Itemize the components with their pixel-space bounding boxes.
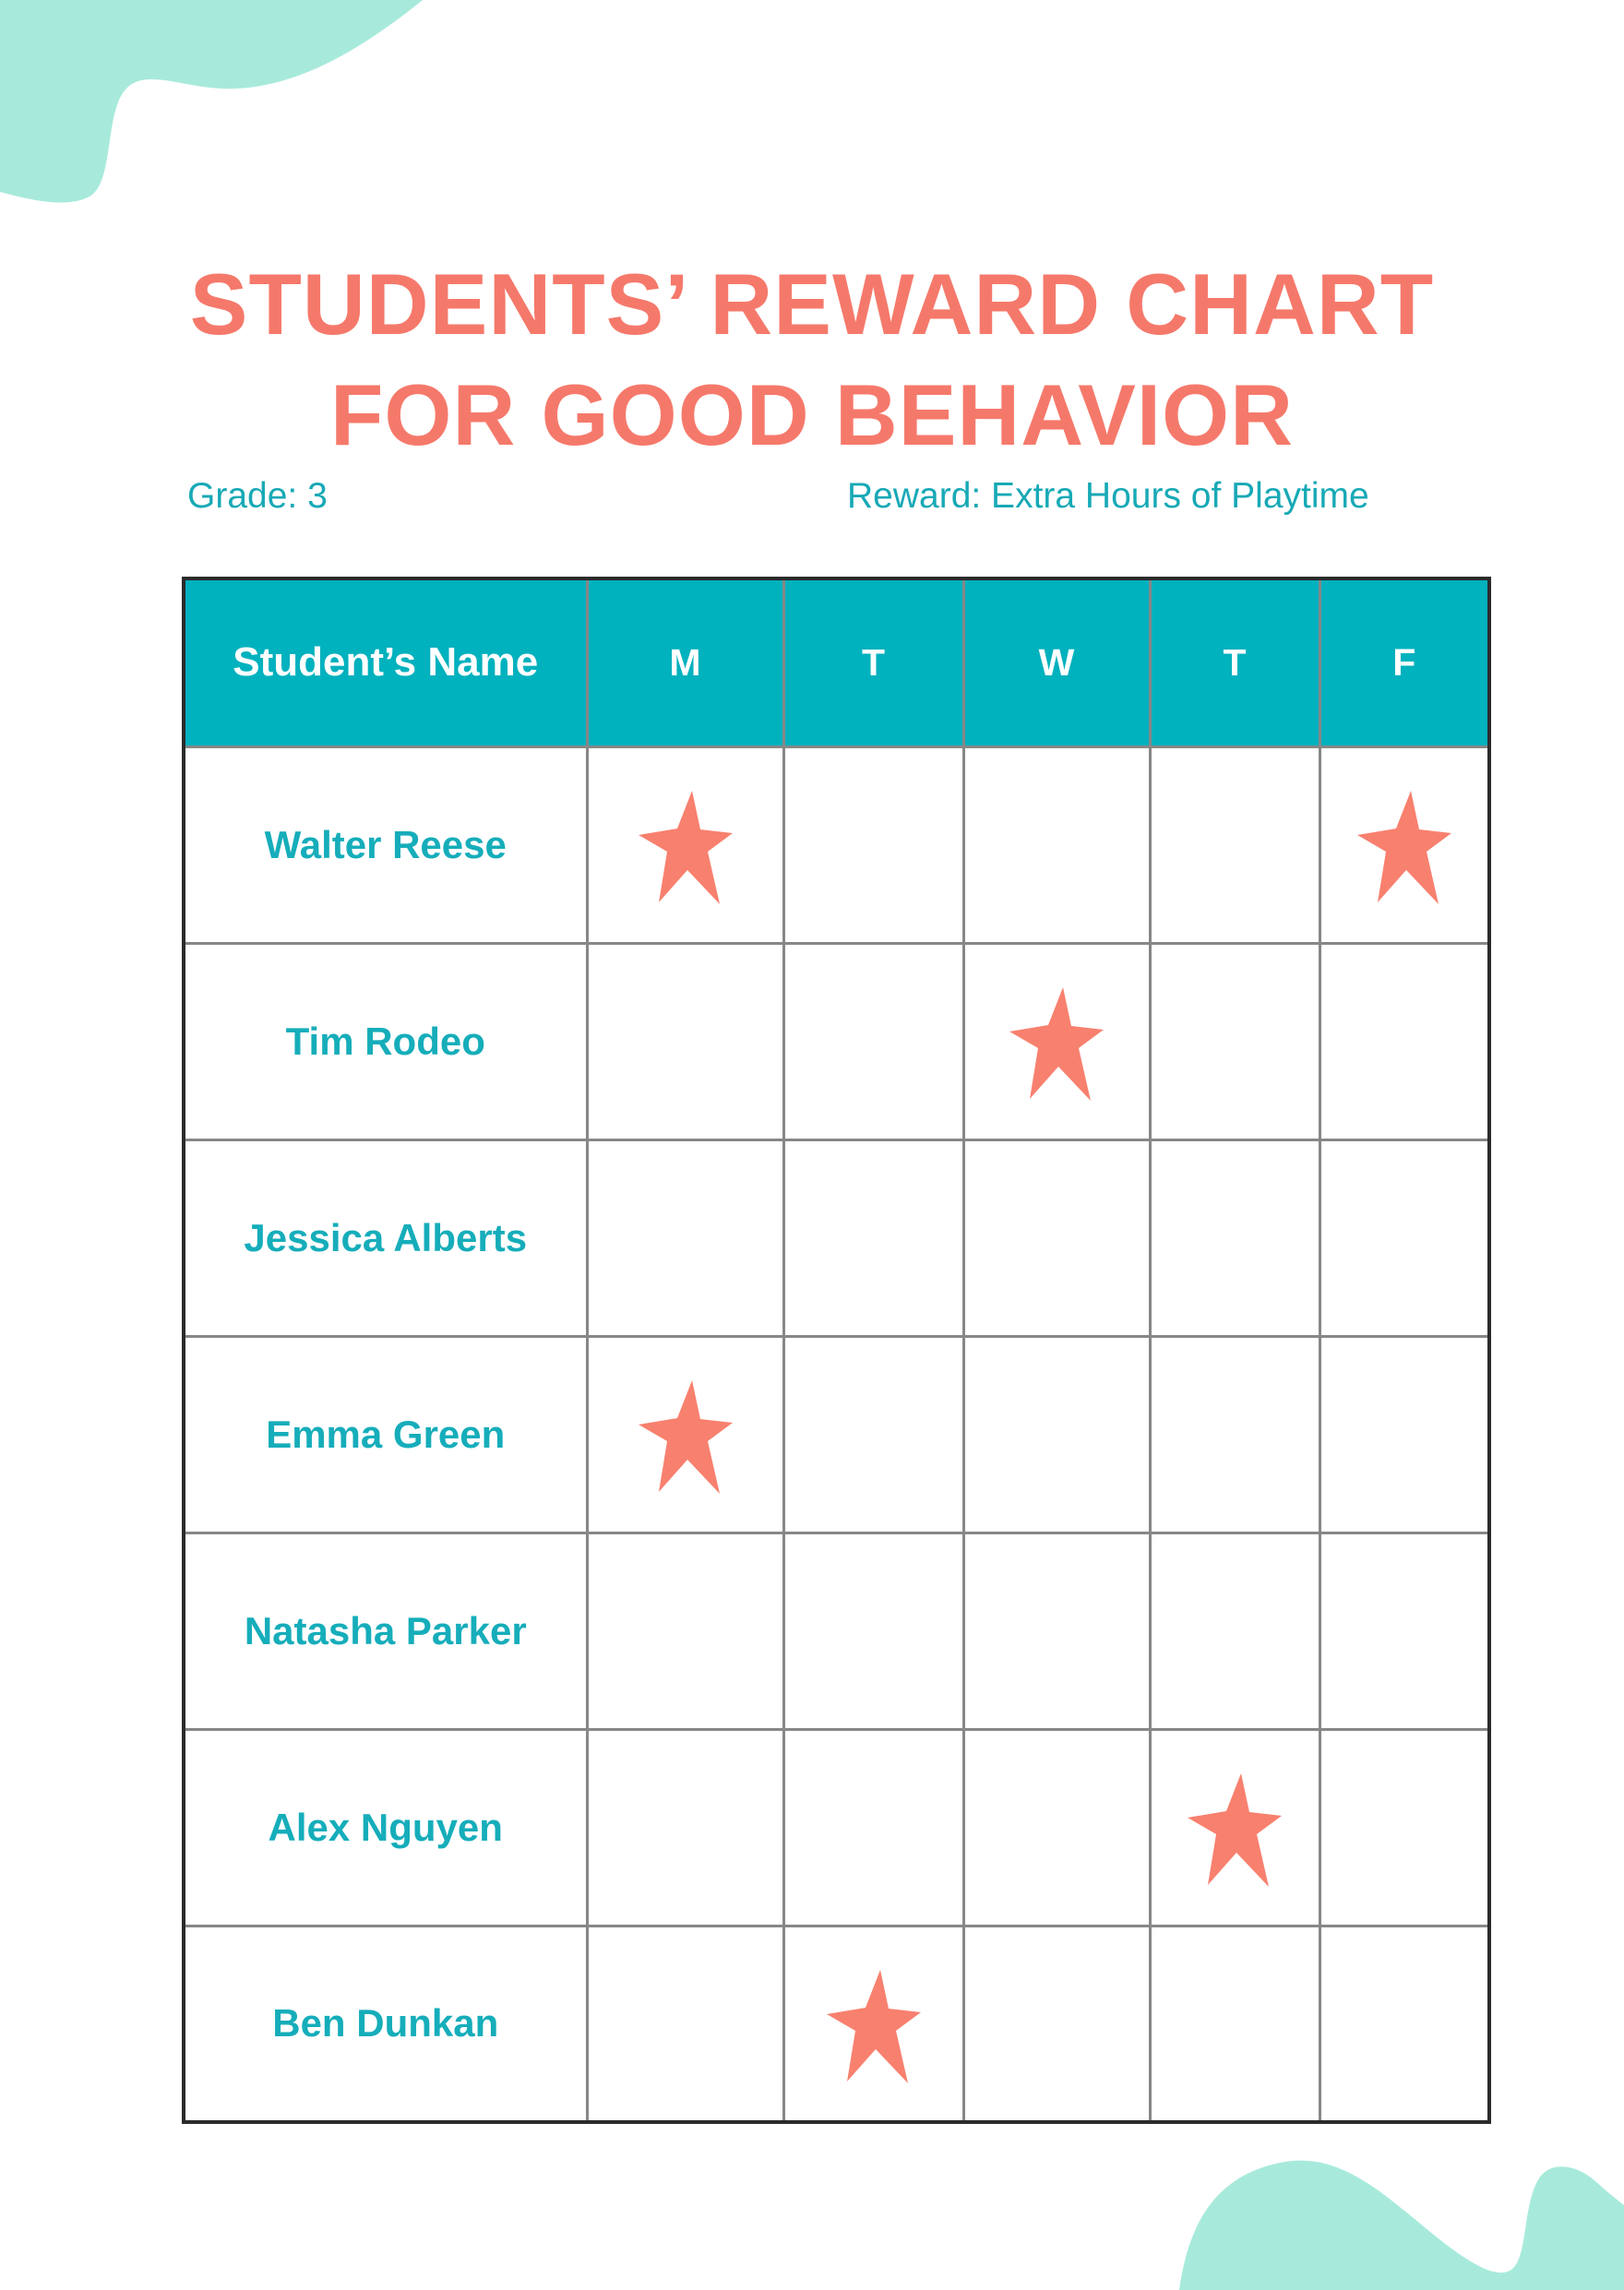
corner-blob-bottom-right [1179,2156,1624,2290]
day-cell-empty [1150,1139,1320,1336]
student-name: Alex Nguyen [184,1729,587,1926]
day-cell-empty [587,1139,783,1336]
day-cell-empty [963,1533,1150,1729]
student-name: Ben Dunkan [184,1926,587,2122]
day-cell-empty [587,1533,783,1729]
day-cell-empty [783,1533,963,1729]
day-cell-empty [963,1729,1150,1926]
day-cell-empty [1150,943,1320,1139]
day-cell-empty [1320,1139,1489,1336]
day-cell-empty [587,1926,783,2122]
reward-star-icon [826,1968,922,2085]
reward-star-icon [1009,985,1105,1103]
reward-star-icon [638,1378,734,1496]
day-cell-empty [587,943,783,1139]
day-cell-empty [1320,1926,1489,2122]
column-header-day-1: M [587,578,783,746]
day-cell-empty [783,943,963,1139]
table-row [184,1533,1489,1729]
day-cell-empty [1320,1336,1489,1533]
day-cell-starred [783,1926,963,2122]
student-name: Tim Rodeo [184,943,587,1139]
student-name: Emma Green [184,1336,587,1533]
page-title-line1: STUDENTS’ REWARD CHART [189,255,1435,352]
header-row [184,578,1489,746]
grade-label: Grade: 3 [187,476,328,516]
day-cell-starred [587,1336,783,1533]
column-header-student-name: Student’s Name [184,578,587,746]
reward-star-icon [1187,1771,1283,1889]
student-name: Natasha Parker [184,1533,587,1729]
day-cell-empty [587,1729,783,1926]
reward-label: Reward: Extra Hours of Playtime [847,476,1369,516]
day-cell-empty [963,1926,1150,2122]
day-cell-empty [1150,1336,1320,1533]
page-title-line2: FOR GOOD BEHAVIOR [329,365,1295,463]
table-row [184,746,1489,943]
column-header-day-3: W [963,578,1150,746]
meta-line [0,471,1624,522]
column-header-day-4: T [1150,578,1320,746]
table-header [184,578,1489,746]
page-title [0,249,1624,471]
reward-table [182,577,1491,2124]
column-header-day-5: F [1320,578,1489,746]
day-cell-empty [1320,1533,1489,1729]
table-row [184,1729,1489,1926]
day-cell-starred [1320,746,1489,943]
day-cell-empty [963,1139,1150,1336]
day-cell-empty [783,1139,963,1336]
day-cell-empty [783,1729,963,1926]
table-row [184,1926,1489,2122]
student-name: Jessica Alberts [184,1139,587,1336]
column-header-day-2: T [783,578,963,746]
day-cell-starred [1150,1729,1320,1926]
day-cell-empty [783,1336,963,1533]
reward-star-icon [1356,789,1452,906]
day-cell-empty [963,746,1150,943]
day-cell-empty [963,1336,1150,1533]
student-name: Walter Reese [184,746,587,943]
corner-blob-top-left [0,0,424,212]
day-cell-starred [963,943,1150,1139]
reward-star-icon [638,789,734,906]
day-cell-empty [1320,1729,1489,1926]
day-cell-empty [1150,1926,1320,2122]
table-row [184,1139,1489,1336]
table-row [184,943,1489,1139]
day-cell-empty [1150,1533,1320,1729]
table-row [184,1336,1489,1533]
day-cell-empty [783,746,963,943]
day-cell-empty [1150,746,1320,943]
table-body [184,746,1489,2122]
day-cell-starred [587,746,783,943]
day-cell-empty [1320,943,1489,1139]
